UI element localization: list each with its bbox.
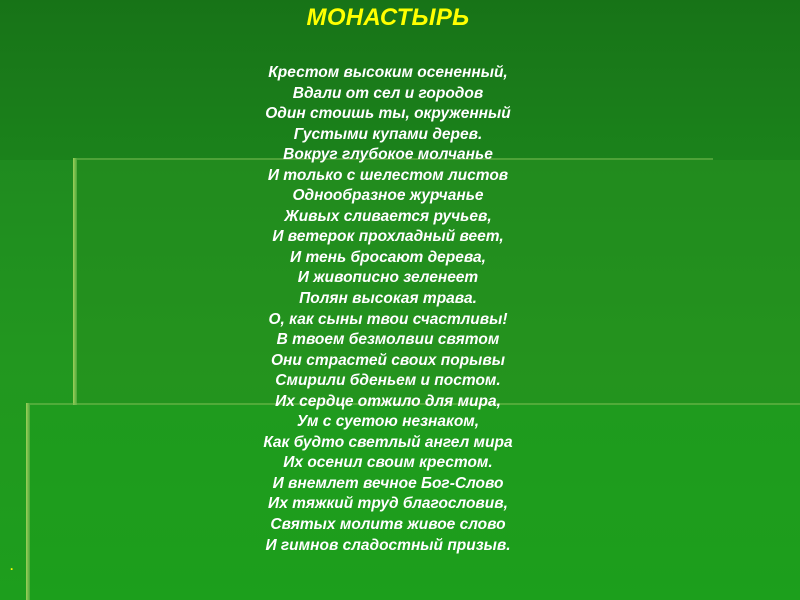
poem-line: И гимнов сладостный призыв. — [265, 536, 511, 554]
poem-line: Вдали от сел и городов — [292, 84, 484, 102]
poem-line: И живописно зеленеет — [297, 269, 479, 287]
poem-line: Как будто светлый ангел мира — [263, 433, 513, 451]
poem-line: Однообразное журчанье — [292, 187, 484, 205]
poem-line: Смирили бденьем и постом. — [275, 372, 501, 390]
poem-text — [0, 63, 776, 556]
poem-line: Их осенил своим крестом. — [283, 454, 493, 472]
poem-line: Они страстей своих порывы — [271, 351, 505, 369]
bullet-mark: · — [10, 562, 14, 576]
poem-line: Крестом высоким осененный, — [268, 64, 508, 81]
poem-line: В твоем безмолвии святом — [276, 331, 500, 349]
poem-line: Густыми купами дерев. — [293, 125, 483, 143]
poem-line: И только с шелестом листов — [267, 166, 509, 184]
poem-line: Вокруг глубокое молчанье — [283, 146, 493, 164]
poem-line: Их сердце отжило для мира, — [275, 392, 501, 410]
slide-title: МОНАСТЫРЬ — [306, 4, 470, 31]
poem-line: И тень бросают дерева, — [290, 248, 486, 266]
poem-line: Ум с суетою незнаком, — [296, 413, 480, 431]
poem-line: Их тяжкий труд благословив, — [268, 495, 508, 513]
poem-line: И ветерок прохладный веет, — [272, 228, 504, 246]
poem-line: И внемлет вечное Бог-Слово — [272, 474, 504, 492]
poem-line: Полян высокая трава. — [299, 290, 477, 308]
poem-line: Один стоишь ты, окруженный — [265, 105, 511, 123]
poem-line: Живых сливается ручьев, — [284, 207, 492, 225]
poem-line: Святых молитв живое слово — [270, 516, 506, 534]
poem-line: О, как сыны твои счастливы! — [268, 310, 508, 328]
